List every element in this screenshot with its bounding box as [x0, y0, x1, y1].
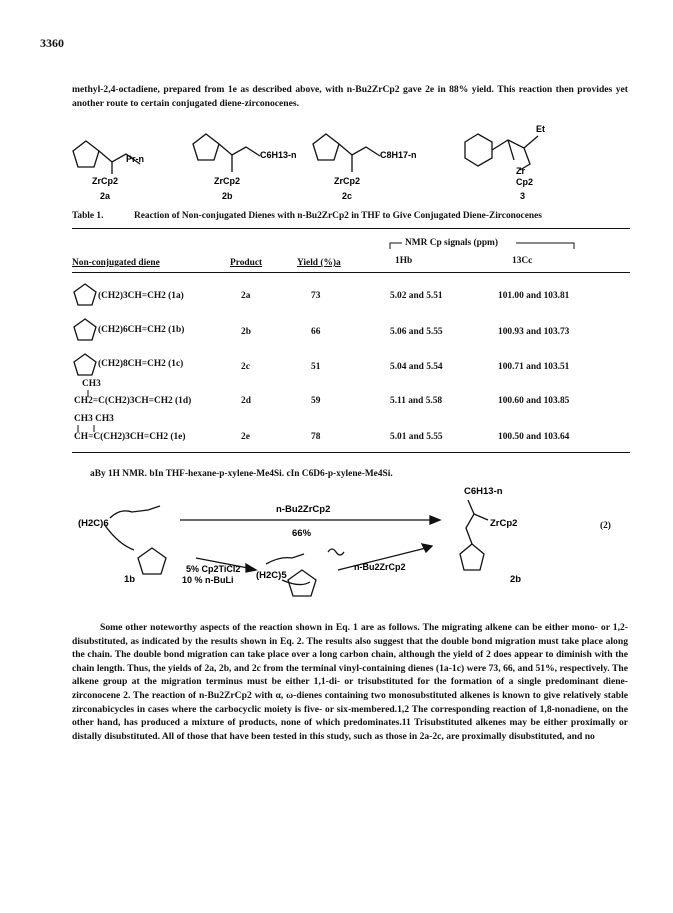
table-bottom-rule: [72, 452, 630, 453]
header-diene: Non-conjugated diene: [72, 258, 160, 268]
structures-row: [60, 118, 620, 208]
row-5-13c: 100.50 and 103.64: [498, 432, 570, 442]
row-3-diene: (CH2)8CH=CH2 (1c): [98, 359, 184, 369]
struct-3-metal: Zr: [516, 166, 525, 176]
struct-2b-metal: ZrCp2: [214, 176, 241, 186]
struct-2c-label: 2c: [342, 191, 353, 201]
row-4-diene: CH2=C(CH2)3CH=CH2 (1d): [74, 396, 192, 406]
struct-2b-substituent: C6H13-n: [260, 150, 297, 160]
row-1-1h: 5.02 and 5.51: [390, 291, 443, 301]
scheme-catalyst-1: 5% Cp2TiCl2: [186, 564, 241, 574]
scheme-reagent-bottom: n-Bu2ZrCp2: [354, 562, 406, 572]
struct-2a-label: 2a: [100, 191, 111, 201]
struct-3-metal2: Cp2: [516, 177, 534, 187]
scheme-product-metal: ZrCp2: [490, 518, 518, 529]
struct-3-label: 3: [520, 191, 526, 201]
struct-3-substituent: Et: [536, 124, 545, 134]
row-5-1h: 5.01 and 5.55: [390, 432, 443, 442]
row-3-product: 2c: [241, 362, 250, 372]
struct-2c-metal: ZrCp2: [334, 176, 361, 186]
header-product: Product: [230, 258, 263, 268]
intro-paragraph: methyl-2,4-octadiene, prepared from 1e as described above, with n-Bu2ZrCp2 gave 2e in 88% yield. This reaction then provides yet another route to certain conjugated diene-zirconocenes.: [72, 84, 628, 109]
row-4-13c: 100.60 and 103.85: [498, 396, 570, 406]
discussion-paragraph: Some other noteworthy aspects of the reaction shown in Eq. 1 are as follows. The migrating alkene can be either mono- or 1,2-disubstituted, as indicated by the results shown in Eq. 2. The results also suggest that the double bond migration must take place along the chain. The double bond migration can take place over a long carbon chain, although the yield of 2 does appear to diminish with the chain length. Thus, the yields of 2a, 2b, and 2c from the terminal vinyl-containing dienes (1a-1c) were 73, 66, and 51%, respectively. The alkene group at the migration terminus must be either 1,1-di- or trisubstituted for the formation of a single predominant diene-zirconocene 2. The reaction of n-Bu2ZrCp2 with α, ω-dienes containing two monosubstituted alkenes is known to give relatively stable zirconabicycles in cases where the carbocyclic moiety is five- or six-membered.1,2 The corresponding reaction of 1,8-nonadiene, on the other hand, has produced a mixture of products, none of which predominates.11 Trisubstituted alkenes may be either proximally or distally disubstituted. All of those that have been tested in this study, such as those in 2a-2c, are proximally disubstituted, and no: [72, 622, 628, 742]
struct-2a-substituent: Pr-n: [126, 154, 144, 164]
page-number: 3360: [40, 36, 64, 50]
scheme-reactant-group: (H2C)6: [78, 518, 109, 529]
table-caption: [72, 211, 542, 221]
row-4-product: 2d: [241, 396, 251, 406]
struct-2b-label: 2b: [222, 191, 233, 201]
row-2-diene: (CH2)6CH=CH2 (1b): [98, 325, 185, 335]
methyl-branches: [72, 388, 132, 434]
equation-2-scheme: [70, 478, 630, 608]
equation-number: (2): [600, 521, 611, 531]
row-3-13c: 100.71 and 103.51: [498, 362, 570, 372]
header-nmr-bracket: [388, 239, 578, 253]
row-2-yield: 66: [311, 327, 321, 337]
scheme-product-chain: C6H13-n: [464, 486, 503, 497]
header-13c: 13Cc: [512, 256, 533, 266]
row-3-yield: 51: [311, 362, 321, 372]
row-2-1h: 5.06 and 5.55: [390, 327, 443, 337]
header-nmr-group: NMR Cp signals (ppm): [405, 238, 498, 248]
row-2-product: 2b: [241, 327, 251, 337]
row-4-diene-top: CH3: [82, 379, 101, 389]
scheme-yield: 66%: [292, 528, 312, 539]
row-1-yield: 73: [311, 291, 321, 301]
row-1-diene: (CH2)3CH=CH2 (1a): [98, 291, 184, 301]
row-2-13c: 100.93 and 103.73: [498, 327, 570, 337]
header-1h: 1Hb: [395, 256, 413, 266]
scheme-reagent-top: n-Bu2ZrCp2: [276, 504, 331, 515]
header-yield: Yield (%)a: [297, 258, 341, 268]
table-top-rule: [72, 228, 630, 229]
row-1-product: 2a: [241, 291, 251, 301]
table-footnote: aBy 1H NMR. bIn THF-hexane-p-xylene-Me4Si. cIn C6D6-p-xylene-Me4Si.: [90, 469, 393, 479]
row-5-product: 2e: [241, 432, 250, 442]
row-5-diene: CH=C(CH2)3CH=CH2 (1e): [74, 432, 186, 442]
scheme-catalyst-2: 10 % n-BuLi: [182, 575, 234, 585]
row-4-yield: 59: [311, 396, 321, 406]
scheme-intermediate-group: (H2C)5: [256, 570, 287, 581]
scheme-product-label: 2b: [510, 574, 522, 585]
table-title: Reaction of Non-conjugated Dienes with n-Bu2ZrCp2 in THF to Give Conjugated Diene-Zirconocenes: [134, 211, 542, 221]
scheme-reactant-label: 1b: [124, 574, 136, 585]
struct-2a-metal: ZrCp2: [92, 176, 119, 186]
row-5-yield: 78: [311, 432, 321, 442]
table-header-rule: [72, 272, 630, 273]
table-label: Table 1.: [72, 211, 104, 221]
row-5-diene-top: CH3 CH3: [74, 414, 114, 424]
row-1-13c: 101.00 and 103.81: [498, 291, 570, 301]
row-4-1h: 5.11 and 5.58: [390, 396, 443, 406]
struct-2c-substituent: C8H17-n: [380, 150, 417, 160]
row-3-1h: 5.04 and 5.54: [390, 362, 443, 372]
